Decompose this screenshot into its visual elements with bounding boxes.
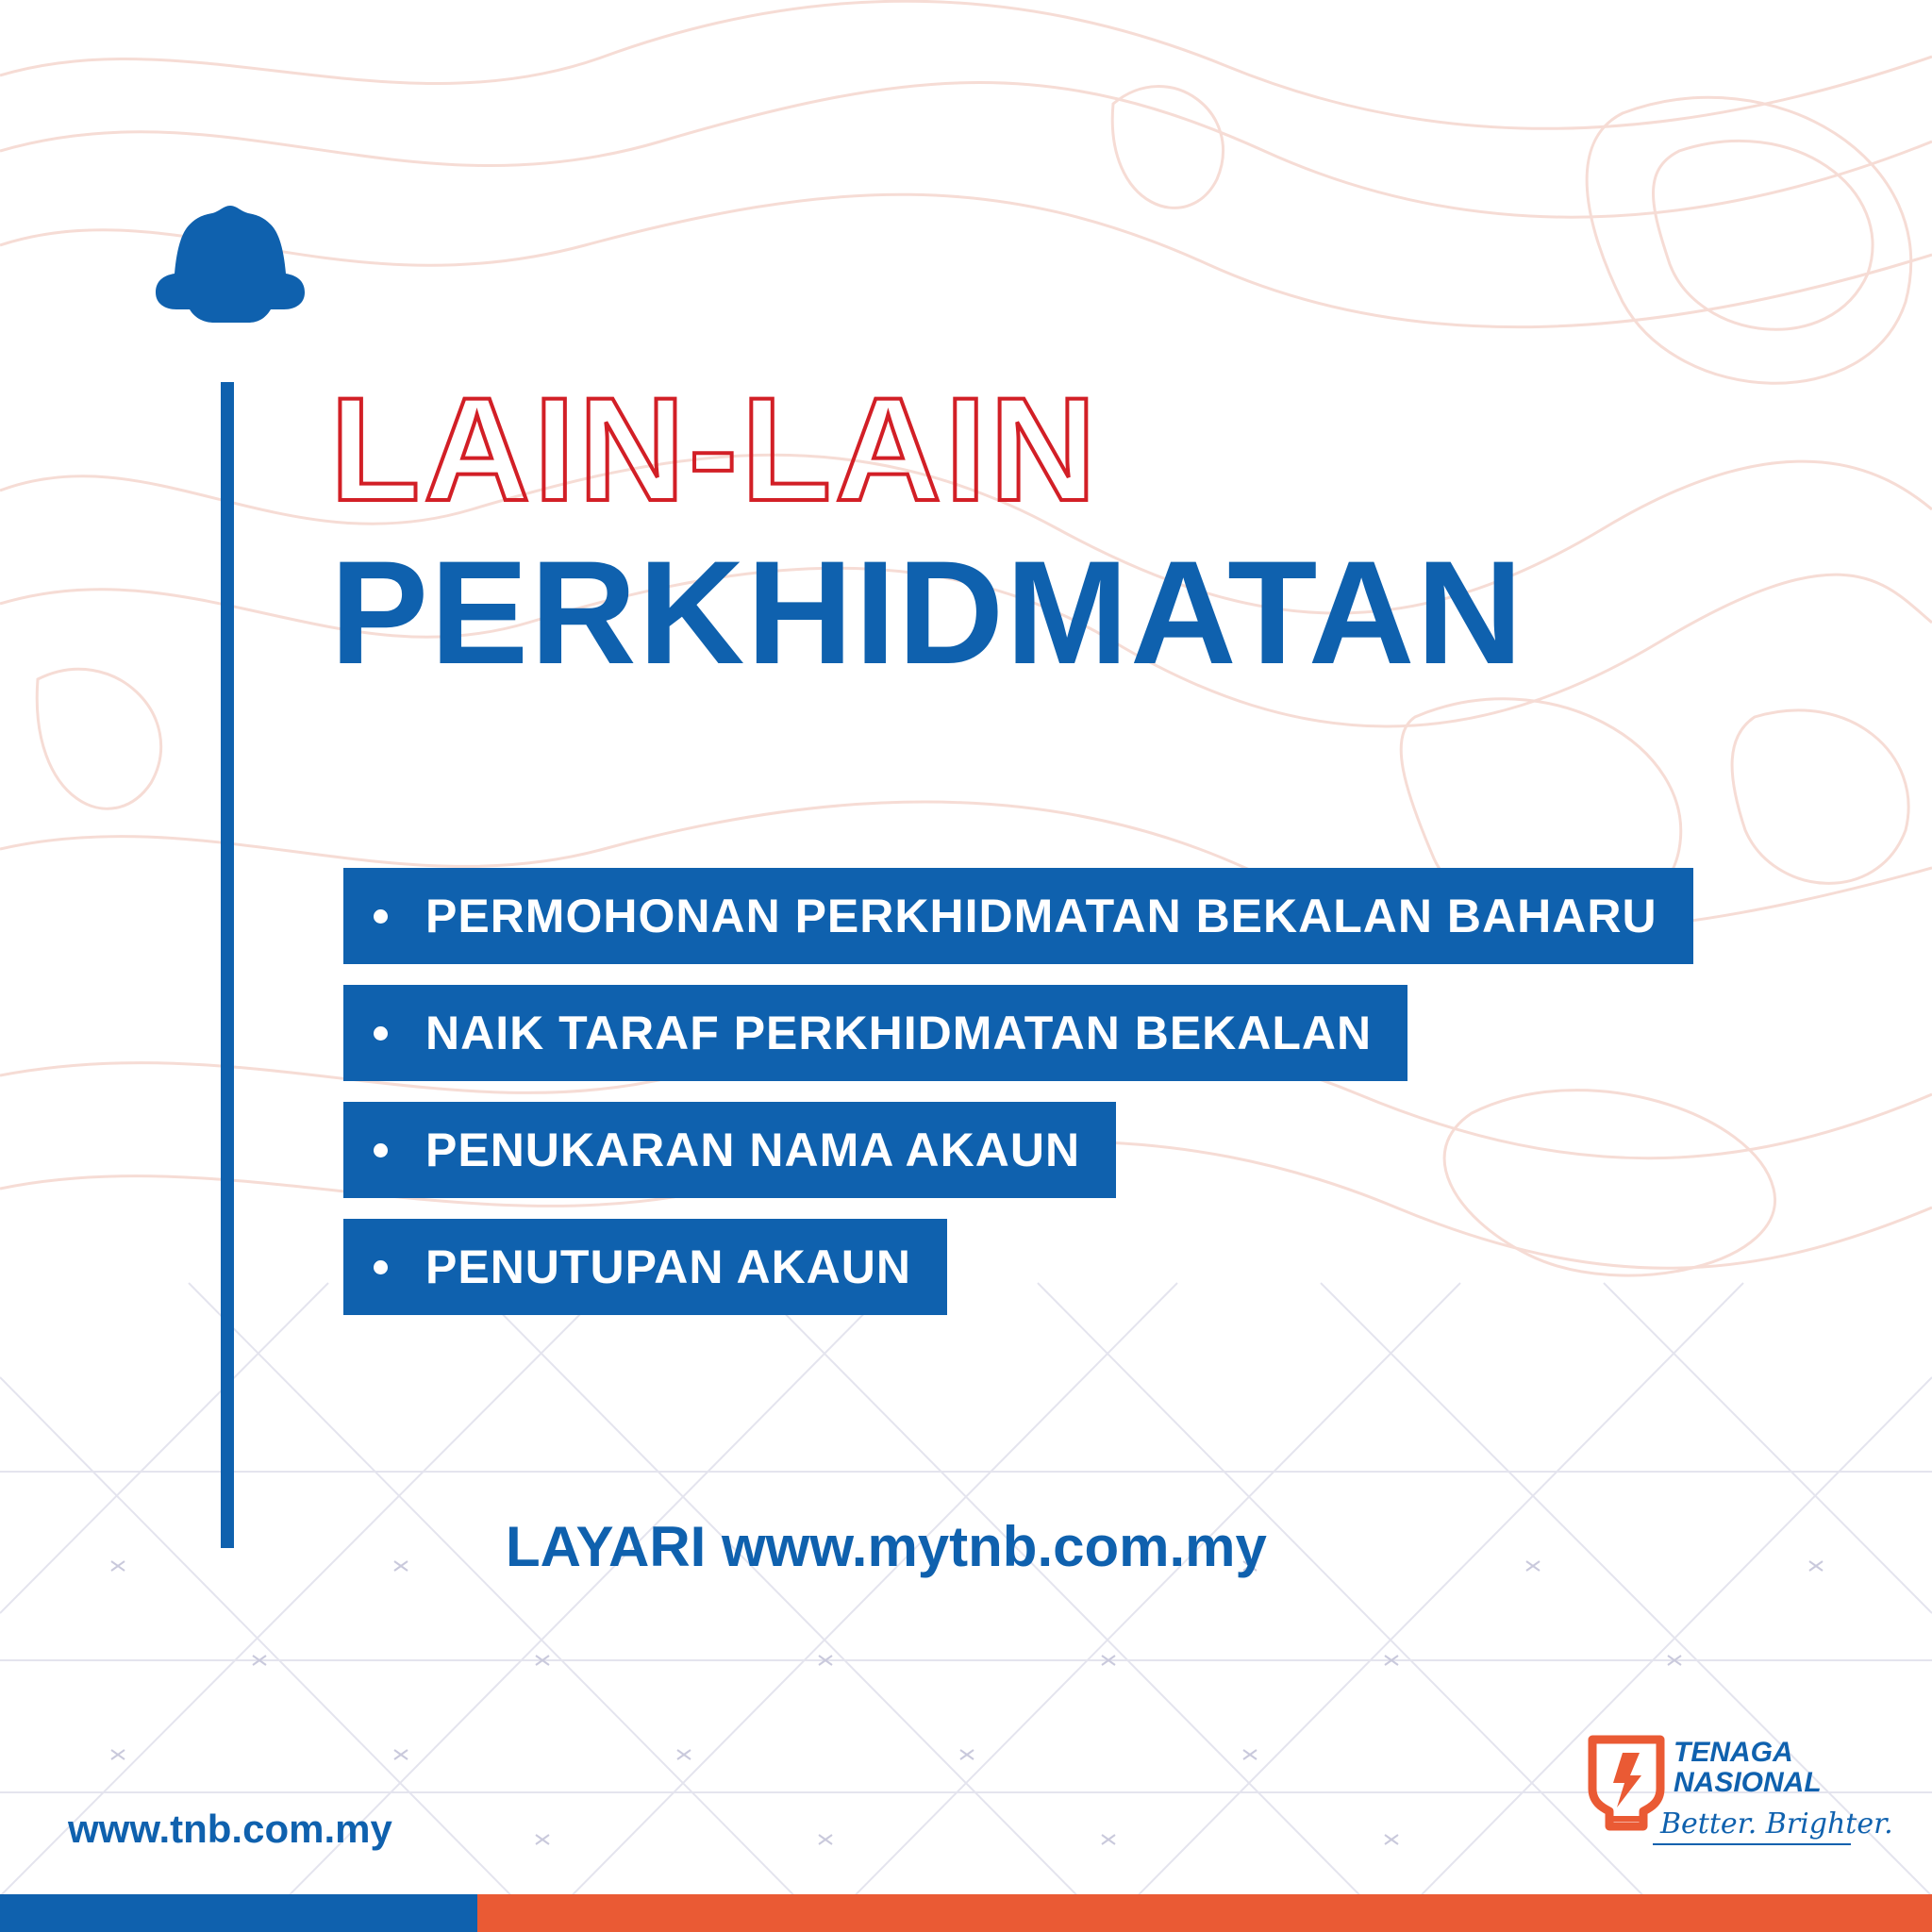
- service-label: PENUKARAN NAMA AKAUN: [425, 1124, 1081, 1176]
- tnb-logo: [1585, 1732, 1893, 1855]
- service-label: PENUTUPAN AKAUN: [425, 1241, 911, 1293]
- footer-bar-orange: [477, 1894, 1932, 1932]
- heading-outline-svg: [330, 358, 1217, 519]
- logo-underline: [1653, 1843, 1851, 1845]
- visit-link[interactable]: LAYARI www.mytnb.com.my: [506, 1515, 1267, 1578]
- service-item: [343, 1102, 1116, 1198]
- helmet-icon: [156, 206, 305, 324]
- service-label: NAIK TARAF PERKHIDMATAN BEKALAN: [425, 1007, 1373, 1059]
- footer-url-link[interactable]: www.tnb.com.my: [68, 1807, 392, 1851]
- tnb-logo-icon: [1585, 1732, 1668, 1836]
- heading-main: PERKHIDMATAN: [330, 531, 1525, 695]
- heading-outline: LAIN-LAIN: [330, 368, 1100, 519]
- service-label: PERMOHONAN PERKHIDMATAN BEKALAN BAHARU: [425, 890, 1657, 942]
- service-item: [343, 868, 1693, 964]
- logo-text-line2: NASIONAL: [1674, 1767, 1822, 1798]
- bullet-icon: [374, 1026, 388, 1041]
- service-item: [343, 1219, 947, 1315]
- bullet-icon: [374, 1260, 388, 1274]
- bullet-icon: [374, 909, 388, 924]
- services-list: [343, 868, 1693, 1336]
- footer-bar-blue: [0, 1894, 477, 1932]
- bullet-icon: [374, 1143, 388, 1158]
- service-item: [343, 985, 1407, 1081]
- logo-tagline: Better. Brighter.: [1660, 1807, 1893, 1840]
- logo-text-line1: TENAGA: [1674, 1737, 1793, 1768]
- vertical-divider: [221, 382, 234, 1548]
